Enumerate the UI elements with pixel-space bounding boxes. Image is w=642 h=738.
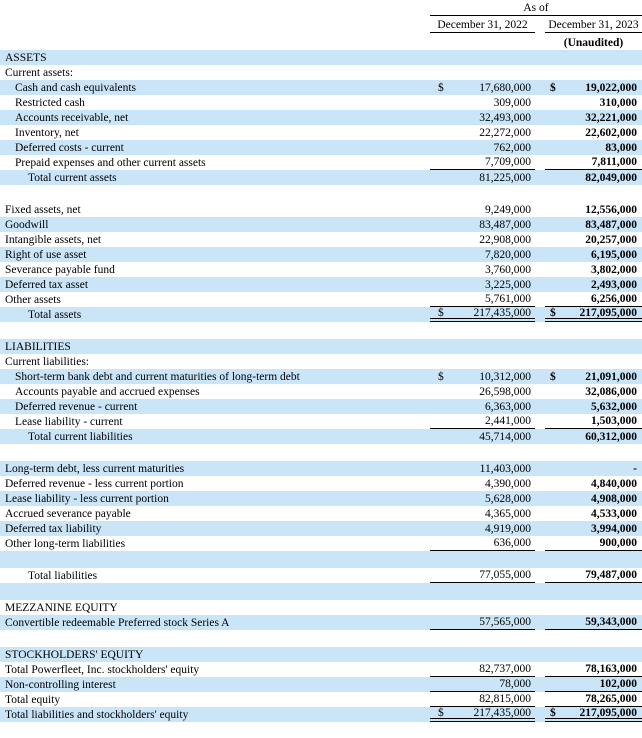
column-gap	[535, 232, 545, 247]
amount: 78,265,000	[585, 693, 637, 705]
column-gap	[535, 65, 545, 80]
amount: 7,709,000	[485, 156, 531, 168]
row-label: Total current assets	[28, 171, 117, 184]
column-gap	[535, 476, 545, 491]
column-gap	[535, 80, 545, 95]
row-label: Current liabilities:	[5, 355, 89, 368]
amount: 22,908,000	[479, 233, 531, 246]
amount: 762,000	[493, 141, 531, 154]
row-label: Other assets	[5, 293, 61, 306]
value-2023	[545, 125, 642, 140]
amount: 4,365,000	[485, 507, 531, 520]
amount: 20,257,000	[585, 233, 637, 246]
amount: 83,000	[605, 141, 637, 154]
amount: 5,761,000	[485, 293, 531, 305]
column-gap	[535, 202, 545, 217]
row-label: Total Powerfleet, Inc. stockholders' equity	[5, 663, 200, 676]
value-2022	[430, 461, 535, 476]
value-2023	[545, 429, 642, 444]
table-row	[0, 247, 642, 262]
amount: 5,632,000	[591, 400, 637, 413]
amount: 45,714,000	[479, 430, 531, 443]
dollar-sign: $	[550, 706, 556, 719]
column-gap	[535, 429, 545, 444]
row-label: Non-controlling interest	[5, 678, 116, 691]
amount: 22,602,000	[585, 126, 637, 139]
table-row	[0, 110, 642, 125]
dollar-sign: $	[550, 81, 556, 94]
value-2022	[430, 384, 535, 399]
value-2023	[545, 647, 642, 662]
value-2022	[430, 354, 535, 369]
row-label: Deferred tax asset	[5, 278, 89, 291]
amount: 4,390,000	[485, 477, 531, 490]
amount: 77,055,000	[479, 569, 531, 581]
value-2023	[545, 354, 642, 369]
column-gap	[535, 461, 545, 476]
value-2022	[430, 232, 535, 247]
amount: 22,272,000	[479, 126, 531, 139]
row-label: Total assets	[28, 308, 82, 321]
value-2022	[430, 217, 535, 232]
amount: 82,815,000	[479, 693, 531, 705]
row-label: Lease liability - current	[15, 415, 123, 428]
value-2023	[545, 568, 642, 583]
dollar-sign: $	[438, 370, 444, 383]
amount: 79,487,000	[585, 569, 637, 581]
table-row	[0, 568, 642, 583]
value-2022	[430, 95, 535, 110]
column-gap	[535, 384, 545, 399]
value-2023	[545, 506, 642, 521]
dollar-sign: $	[550, 306, 556, 319]
table-row	[0, 677, 642, 692]
table-row	[0, 140, 642, 155]
date-columns-row	[0, 16, 642, 33]
column-gap	[535, 170, 545, 185]
column-gap	[535, 521, 545, 536]
dollar-sign: $	[438, 706, 444, 719]
unaudited-label: (Unaudited)	[563, 37, 624, 49]
value-2022	[430, 292, 535, 307]
table-row	[0, 506, 642, 521]
value-2023	[545, 140, 642, 155]
row-label: Intangible assets, net	[5, 233, 102, 246]
value-2022	[430, 662, 535, 677]
table-row	[0, 384, 642, 399]
column-gap	[535, 95, 545, 110]
amount: 3,225,000	[485, 278, 531, 291]
amount: 6,195,000	[591, 248, 637, 261]
amount: 60,312,000	[585, 430, 637, 443]
row-label: Deferred costs - current	[15, 141, 124, 154]
value-2022	[430, 202, 535, 217]
column-gap	[535, 125, 545, 140]
row-label: Total current liabilities	[28, 430, 133, 443]
row-label: Current assets:	[5, 66, 74, 79]
column-gap	[535, 707, 545, 722]
value-2022	[430, 125, 535, 140]
value-2022	[430, 369, 535, 384]
section-label: ASSETS	[5, 51, 47, 64]
spacer-row	[0, 630, 642, 647]
table-row	[0, 461, 642, 476]
column-gap	[535, 568, 545, 583]
amount: 4,908,000	[591, 492, 637, 505]
amount: 900,000	[599, 537, 637, 549]
column-gap	[535, 140, 545, 155]
column-gap	[535, 277, 545, 292]
column-gap	[535, 506, 545, 521]
amount: 82,737,000	[479, 663, 531, 675]
table-row	[0, 155, 642, 170]
spacer-row	[0, 583, 642, 600]
column-gap	[535, 399, 545, 414]
as-of-label: As of	[430, 2, 642, 16]
section-label: STOCKHOLDERS' EQUITY	[5, 648, 144, 661]
amount: 3,760,000	[485, 263, 531, 276]
table-row	[0, 536, 642, 551]
row-label: Total liabilities	[28, 569, 98, 582]
row-label: Accounts receivable, net	[15, 111, 129, 124]
row-label: Prepaid expenses and other current assets	[15, 156, 206, 169]
column-gap	[535, 155, 545, 170]
value-2022	[430, 262, 535, 277]
amount: 78,000	[499, 678, 531, 690]
value-2022	[430, 692, 535, 707]
value-2023	[545, 384, 642, 399]
row-label: Fixed assets, net	[5, 203, 81, 216]
value-2023	[545, 307, 642, 322]
value-2022	[430, 65, 535, 80]
column-gap	[535, 354, 545, 369]
table-row	[0, 232, 642, 247]
row-label: Total equity	[5, 693, 61, 706]
table-row	[0, 476, 642, 491]
value-2022	[430, 600, 535, 615]
row-label: Other long-term liabilities	[5, 537, 126, 550]
table-body	[0, 50, 642, 722]
amount: 6,256,000	[591, 293, 637, 305]
amount: 6,363,000	[485, 400, 531, 413]
value-2022	[430, 647, 535, 662]
table-row	[0, 277, 642, 292]
value-2023	[545, 521, 642, 536]
table-row	[0, 80, 642, 95]
table-row	[0, 292, 642, 307]
amount: 32,221,000	[585, 111, 637, 124]
value-2023	[545, 414, 642, 429]
amount: 83,487,000	[585, 218, 637, 231]
amount: 3,802,000	[591, 263, 637, 276]
table-row	[0, 217, 642, 232]
value-2023	[545, 170, 642, 185]
value-2022	[430, 707, 535, 722]
row-label: Deferred revenue - current	[15, 400, 138, 413]
amount: 21,091,000	[585, 370, 637, 383]
table-row	[0, 65, 642, 80]
table-header	[0, 0, 642, 50]
value-2023	[545, 369, 642, 384]
value-2022	[430, 339, 535, 354]
dollar-sign: $	[550, 370, 556, 383]
table-row	[0, 521, 642, 536]
row-label: Deferred tax liability	[5, 522, 102, 535]
column-header-2023: December 31, 2023	[545, 19, 642, 33]
value-2022	[430, 414, 535, 429]
amount: 81,225,000	[479, 171, 531, 184]
amount: 4,840,000	[591, 477, 637, 490]
table-row	[0, 95, 642, 110]
column-gap	[535, 307, 545, 322]
table-row	[0, 662, 642, 677]
row-label: Lease liability - less current portion	[5, 492, 169, 505]
value-2023	[545, 491, 642, 506]
spacer-row	[0, 444, 642, 461]
dollar-sign: $	[438, 81, 444, 94]
table-row	[0, 125, 642, 140]
column-gap	[535, 662, 545, 677]
amount: 17,680,000	[479, 81, 531, 94]
amount: 217,095,000	[579, 306, 637, 319]
amount: 102,000	[599, 678, 637, 690]
value-2022	[430, 536, 535, 551]
column-gap	[535, 369, 545, 384]
value-2022	[430, 170, 535, 185]
table-row	[0, 615, 642, 630]
amount: 59,343,000	[585, 616, 637, 628]
row-label: Convertible redeemable Preferred stock Series A	[5, 616, 230, 629]
amount: 4,533,000	[591, 507, 637, 520]
value-2022	[430, 429, 535, 444]
value-2022	[430, 80, 535, 95]
table-row	[0, 399, 642, 414]
column-gap	[535, 677, 545, 692]
dollar-sign: $	[438, 306, 444, 319]
column-gap	[535, 615, 545, 630]
value-2023	[545, 65, 642, 80]
value-2023	[545, 217, 642, 232]
row-label: Goodwill	[5, 218, 49, 231]
amount: 82,049,000	[585, 171, 637, 184]
amount: 78,163,000	[585, 663, 637, 675]
amount: 9,249,000	[485, 203, 531, 216]
value-2023	[545, 247, 642, 262]
spacer-row	[0, 322, 642, 339]
section-header-row	[0, 600, 642, 615]
table-row	[0, 307, 642, 322]
value-2022	[430, 399, 535, 414]
value-2023	[545, 155, 642, 170]
amount: 26,598,000	[479, 385, 531, 398]
column-gap	[535, 217, 545, 232]
value-2022	[430, 140, 535, 155]
spacer-row	[0, 185, 642, 202]
row-label: Accrued severance payable	[5, 507, 131, 520]
amount: 83,487,000	[479, 218, 531, 231]
value-2022	[430, 615, 535, 630]
column-header-2022: December 31, 2022	[430, 19, 535, 33]
value-2023	[545, 292, 642, 307]
row-label: Deferred revenue - less current portion	[5, 477, 184, 490]
value-2023	[545, 50, 642, 65]
amount: 7,811,000	[591, 156, 637, 168]
value-2023	[545, 692, 642, 707]
column-gap	[535, 536, 545, 551]
amount: 19,022,000	[585, 81, 637, 94]
value-2023	[545, 80, 642, 95]
row-label: Short-term bank debt and current maturities of long-term debt	[15, 370, 300, 383]
value-2023	[545, 536, 642, 551]
value-2023	[545, 339, 642, 354]
row-label: Severance payable fund	[5, 263, 115, 276]
column-gap	[535, 600, 545, 615]
value-2022	[430, 568, 535, 583]
value-2022	[430, 277, 535, 292]
value-2023	[545, 476, 642, 491]
column-gap	[535, 50, 545, 65]
table-row	[0, 414, 642, 429]
value-2022	[430, 307, 535, 322]
value-2022	[430, 247, 535, 262]
value-2023	[545, 677, 642, 692]
value-2023	[545, 615, 642, 630]
unaudited-row	[0, 33, 642, 50]
value-2022	[430, 110, 535, 125]
column-gap	[535, 339, 545, 354]
table-row	[0, 354, 642, 369]
value-2022	[430, 155, 535, 170]
amount: 309,000	[493, 96, 531, 109]
column-gap	[535, 692, 545, 707]
amount: 57,565,000	[479, 616, 531, 628]
value-2023	[545, 707, 642, 722]
value-2022	[430, 506, 535, 521]
column-gap	[535, 414, 545, 429]
amount: 5,628,000	[485, 492, 531, 505]
value-2022	[430, 521, 535, 536]
row-label: Inventory, net	[15, 126, 79, 139]
table-row	[0, 202, 642, 217]
value-2022	[430, 677, 535, 692]
section-label: MEZZANINE EQUITY	[5, 601, 118, 614]
amount: 2,493,000	[591, 278, 637, 291]
column-gap	[535, 647, 545, 662]
row-label: Total liabilities and stockholders' equity	[5, 708, 189, 721]
value-2022	[430, 50, 535, 65]
table-row	[0, 692, 642, 707]
amount: 310,000	[599, 96, 637, 109]
value-2023	[545, 662, 642, 677]
value-2023	[545, 600, 642, 615]
amount: 3,994,000	[591, 522, 637, 535]
amount: 2,441,000	[485, 415, 531, 427]
section-header-row	[0, 647, 642, 662]
row-label: Cash and cash equivalents	[15, 81, 137, 94]
value-2023	[545, 232, 642, 247]
amount: 217,095,000	[579, 706, 637, 719]
value-2023	[545, 277, 642, 292]
column-gap	[535, 491, 545, 506]
spacer-row	[0, 551, 642, 568]
row-label: Accounts payable and accrued expenses	[15, 385, 200, 398]
row-label: Right of use asset	[5, 248, 87, 261]
value-2023	[545, 262, 642, 277]
value-2022	[430, 491, 535, 506]
column-gap	[535, 110, 545, 125]
amount: 32,086,000	[585, 385, 637, 398]
column-gap	[535, 292, 545, 307]
column-gap	[535, 247, 545, 262]
amount: 4,919,000	[485, 522, 531, 535]
amount: 1,503,000	[591, 415, 637, 427]
row-label: Long-term debt, less current maturities	[5, 462, 185, 475]
amount: 7,820,000	[485, 248, 531, 261]
amount: 217,435,000	[473, 706, 531, 719]
value-2023	[545, 202, 642, 217]
table-row	[0, 491, 642, 506]
as-of-row	[0, 0, 642, 16]
value-2022	[430, 476, 535, 491]
column-gap	[535, 262, 545, 277]
section-label: LIABILITIES	[5, 340, 71, 353]
amount: 11,403,000	[479, 462, 531, 475]
table-row	[0, 262, 642, 277]
section-header-row	[0, 50, 642, 65]
table-row	[0, 707, 642, 722]
value-2023	[545, 95, 642, 110]
table-row	[0, 429, 642, 444]
table-row	[0, 170, 642, 185]
amount: 10,312,000	[479, 370, 531, 383]
table-row	[0, 369, 642, 384]
amount: 217,435,000	[473, 306, 531, 319]
value-2023	[545, 110, 642, 125]
value-2023	[545, 461, 642, 476]
amount: 636,000	[493, 537, 531, 549]
amount: 12,556,000	[585, 203, 637, 216]
row-label: Restricted cash	[15, 96, 85, 109]
amount: 32,493,000	[479, 111, 531, 124]
value-2023	[545, 399, 642, 414]
section-header-row	[0, 339, 642, 354]
amount: -	[633, 462, 637, 475]
